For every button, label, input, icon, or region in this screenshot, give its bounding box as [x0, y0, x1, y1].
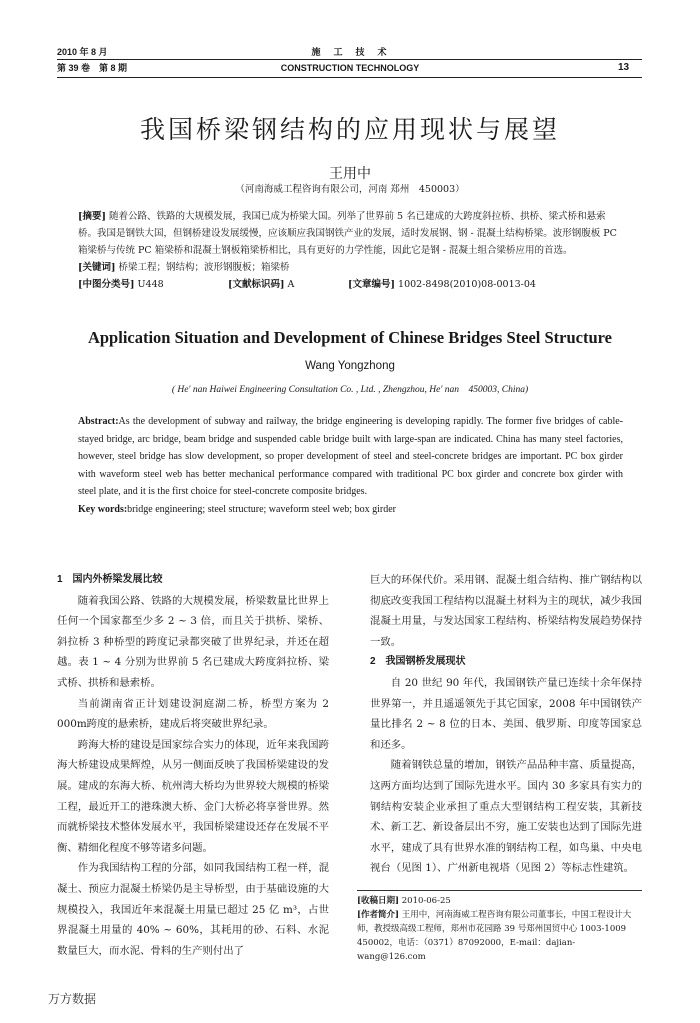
abstract-en-text: As the development of subway and railway, the bridge engineering is developing rapidly. The former five bridges of cable-stayed bridge, arc bridge, beam bridge and suspended cable bridge built with large-span are indicated. China has many steel factories, however, steel bridge has slow development, so proper development of steel and steel-concrete bridges are important. PC box girder with waveform steel web has better mechanical performance compared with traditional PC box girder and concrete box girder with steel plate, and it is the first choice for steel-concrete composite bridges. [78, 416, 623, 497]
article-no-label: [文章编号] [348, 279, 395, 290]
classification-row [78, 276, 623, 293]
header-date: 2010 年 8 月 [57, 47, 108, 57]
header-volume: 第 39 卷 第 8 期 [57, 63, 128, 73]
abstract-en-label: Abstract: [78, 416, 119, 427]
keywords-en-text: bridge engineering; steel structure; waveform steel web; box girder [127, 503, 396, 515]
paragraph: 跨海大桥的建设是国家综合实力的体现，近年来我国跨海大桥建设成果辉煌，从另一侧面反映了我国桥梁建设的发展。建成的东海大桥、杭州湾大桥均为世界较大规模的桥梁工程，最近开工的港珠澳大桥、金门大桥必将享誉世界。然而就桥梁技术整体发展水平，我国桥梁建设还存在发展不平衡、精细化程度不够等诸多问题。 [57, 738, 329, 854]
keywords-en-label: Key words: [78, 503, 128, 515]
paragraph: 巨大的环保代价。采用钢、混凝土组合结构、推广钢结构以彻底改变我国工程结构以混凝土材料为主的现状，减少我国混凝土用量，与发达国家工程结构、桥梁结构发展趋势保持一致。 [370, 574, 642, 648]
author-cn: 王用中 [329, 166, 371, 182]
footnote [357, 890, 642, 964]
body-right-column [370, 570, 642, 879]
abstract-en [78, 413, 623, 518]
doc-code-value: A [287, 279, 295, 290]
clc-label: [中图分类号] [78, 279, 135, 290]
title-en: Application Situation and Development of Chinese Bridges Steel Structure [87, 328, 613, 347]
paragraph: 随着我国公路、铁路的大规模发展，桥梁数量比世界上任何一个国家都至少多 2 ~ 3 倍，而且关于拱桥、梁桥、斜拉桥 3 种桥型的跨度记录都突破了世界纪录，并还在超越。表 1 ~ 4 分别为世界前 5 名已建成大跨度斜拉桥、梁式桥、拱桥和悬索桥。 [57, 594, 329, 689]
paragraph: 随着钢铁总量的增加，钢铁产品品种丰富、质量提高，这两方面均达到了国际先进水平。国内 30 多家具有实力的钢结构安装企业承担了重点大型钢结构工程安装，其新技术、新工艺、新设备层出不穷，施工安装也达到了国际先进水平，建成了具有世界水准的钢结构工程，如鸟巢、中央电视台（见图 1）、广州新电视塔（见图 2）等标志性建筑。 [370, 759, 642, 875]
article-no-value: 1002-8498(2010)08-0013-04 [398, 279, 536, 290]
paragraph: 作为我国结构工程的分部，如同我国结构工程一样，混凝土、预应力混凝土桥梁仍是主导桥型，由于基础设施的大规模投入，我国近年来混凝土用量已超过 25 亿 m³，占世界混凝土用量的 40% ~ 60%，其耗用的砂、石料、水泥数量巨大，而水泥、骨料的生产则付出了 [57, 862, 329, 957]
header-journal-en: CONSTRUCTION TECHNOLOGY [280, 63, 420, 73]
clc-value: U448 [137, 279, 164, 290]
author-en: Wang Yongzhong [305, 360, 395, 372]
section-heading-2: 2 我国钢桥发展现状 [370, 656, 466, 668]
paragraph: 当前湖南省正计划建设洞庭湖二桥，桥型方案为 2 000m跨度的悬索桥，建成后将突破世界纪录。 [57, 697, 329, 731]
watermark-text: 万方数据 [48, 992, 97, 1006]
section-heading-1: 1 国内外桥梁发展比较 [57, 574, 163, 585]
keywords-cn-label: [关键词] [78, 262, 116, 273]
abstract-cn-text: 随着公路、铁路的大规模发展，我国已成为桥梁大国。列举了世界前 5 名已建成的大跨度斜拉桥、拱桥、梁式桥和悬索桥。我国是钢铁大国，但钢桥建设发展缓慢，应该顺应我国钢铁产业的发展，适时发展钢、钢 - 混凝土结构桥梁。波形钢腹板 PC 箱梁桥与传统 PC 箱梁桥和混凝土钢板箱梁桥相比，具有更好的力学性能，因此它是钢 - 混凝土组合梁桥应用的首选。 [78, 211, 617, 256]
header-journal-cn: 施 工 技 术 [311, 47, 389, 57]
affiliation-en: ( He' nan Haiwei Engineering Consultation Co. , Ltd. , Zhengzhou, He' nan 450003, China) [171, 385, 529, 395]
abstract-cn [78, 208, 623, 293]
author-bio-text: 王用中，河南海威工程咨询有限公司董事长，中国工程设计大师，教授级高级工程师，郑州市花园路 39 号郑州国贸中心 1003-1009 450002，电话：（0371）87092000，E-mail：dajian-wang@126.com [357, 910, 635, 962]
author-bio-label: [作者简介] [357, 910, 400, 920]
affiliation-cn: （河南海威工程咨询有限公司，河南 郑州 450003） [235, 184, 465, 195]
header-rule-thin [57, 59, 642, 60]
page-number: 13 [618, 62, 630, 73]
doc-code-label: [文献标识码] [228, 279, 285, 290]
keywords-cn-text: 桥梁工程；钢结构；波形钢腹板；箱梁桥 [118, 262, 290, 273]
received-label: [收稿日期] [357, 896, 400, 906]
title-cn: 我国桥梁钢结构的应用现状与展望 [139, 115, 560, 144]
abstract-cn-label: [摘要] [78, 211, 106, 222]
header-rule [57, 77, 642, 78]
paragraph: 自 20 世纪 90 年代，我国钢铁产量已连续十余年保持世界第一，并且遥遥领先于其它国家，2008 年中国钢铁产量比排名 2 ~ 8 位的日本、美国、俄罗斯、印度等国家总和还多。 [370, 676, 642, 751]
received-value: 2010-06-25 [401, 896, 451, 906]
body-left-column [57, 570, 329, 961]
